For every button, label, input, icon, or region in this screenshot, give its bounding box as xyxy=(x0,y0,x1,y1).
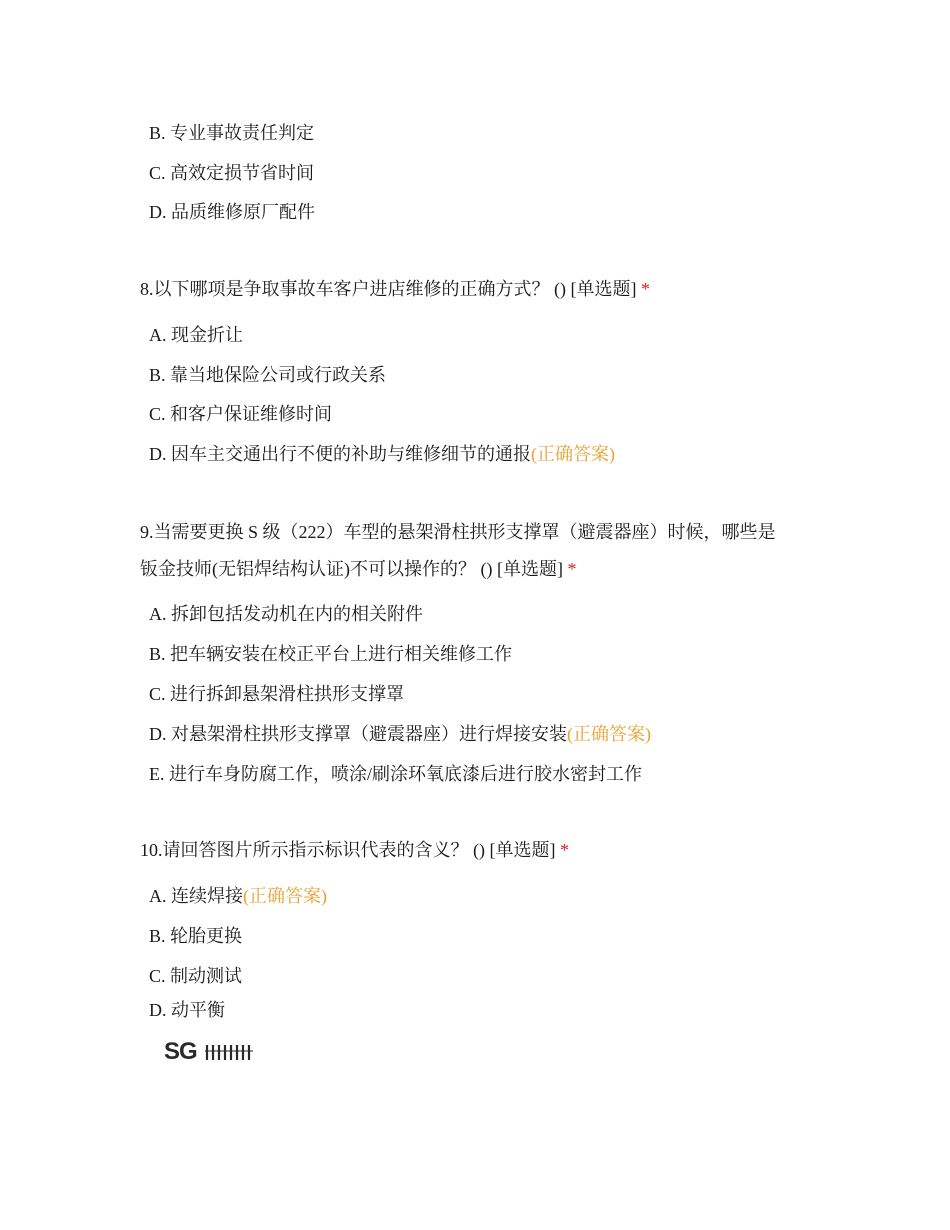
question-10-text: 10.请回答图片所示指示标识代表的含义？ () [单选题] xyxy=(140,840,556,860)
q10-option-a[interactable] xyxy=(149,884,327,908)
required-asterisk: * xyxy=(559,840,569,860)
q10-option-b[interactable]: B. 轮胎更换 xyxy=(149,926,243,946)
question-9-text: 钣金技师(无铝焊结构认证)不可以操作的？ () [单选题] xyxy=(140,559,563,579)
q8-option-d[interactable] xyxy=(149,442,615,466)
q8-option-c[interactable]: C. 和客户保证维修时间 xyxy=(149,404,333,424)
option-b-prev[interactable]: B. 专业事故责任判定 xyxy=(149,123,315,143)
question-8-text: 8.以下哪项是争取事故车客户进店维修的正确方式？ () [单选题] xyxy=(140,279,637,299)
question-9-title-line1: 9.当需要更换 S 级（222）车型的悬架滑柱拱形支撑罩（避震器座）时候，哪些是 xyxy=(140,522,776,542)
required-asterisk: * xyxy=(640,279,650,299)
q9-option-e[interactable]: E. 进行车身防腐工作，喷涂/刷涂环氧底漆后进行胶水密封工作 xyxy=(149,764,642,784)
correct-answer-label: (正确答案) xyxy=(567,724,651,744)
question-8-title xyxy=(140,277,650,301)
q8-option-a[interactable]: A. 现金折让 xyxy=(149,325,243,345)
q9-option-d-text: D. 对悬架滑柱拱形支撑罩（避震器座）进行焊接安装 xyxy=(149,724,567,744)
q9-option-c[interactable]: C. 进行拆卸悬架滑柱拱形支撑罩 xyxy=(149,684,405,704)
q10-option-d[interactable]: D. 动平衡 xyxy=(149,1000,225,1020)
option-c-prev[interactable]: C. 高效定损节省时间 xyxy=(149,163,315,183)
question-9-title-line2 xyxy=(140,557,576,581)
question-10-title xyxy=(140,838,569,862)
continuous-weld-marks xyxy=(205,1045,253,1060)
correct-answer-label: (正确答案) xyxy=(243,886,327,906)
weld-symbol-label: SG xyxy=(164,1038,197,1065)
q9-option-b[interactable]: B. 把车辆安装在校正平台上进行相关维修工作 xyxy=(149,644,513,664)
option-d-prev[interactable]: D. 品质维修原厂配件 xyxy=(149,202,315,222)
weld-symbol-figure xyxy=(163,1035,255,1065)
q8-option-b[interactable]: B. 靠当地保险公司或行政关系 xyxy=(149,365,387,385)
q9-option-a[interactable]: A. 拆卸包括发动机在内的相关附件 xyxy=(149,604,423,624)
q9-option-d[interactable] xyxy=(149,722,651,746)
q10-option-c[interactable]: C. 制动测试 xyxy=(149,966,243,986)
correct-answer-label: (正确答案) xyxy=(531,444,615,464)
q10-option-a-text: A. 连续焊接 xyxy=(149,886,243,906)
q8-option-d-text: D. 因车主交通出行不便的补助与维修细节的通报 xyxy=(149,444,531,464)
required-asterisk: * xyxy=(567,559,577,579)
